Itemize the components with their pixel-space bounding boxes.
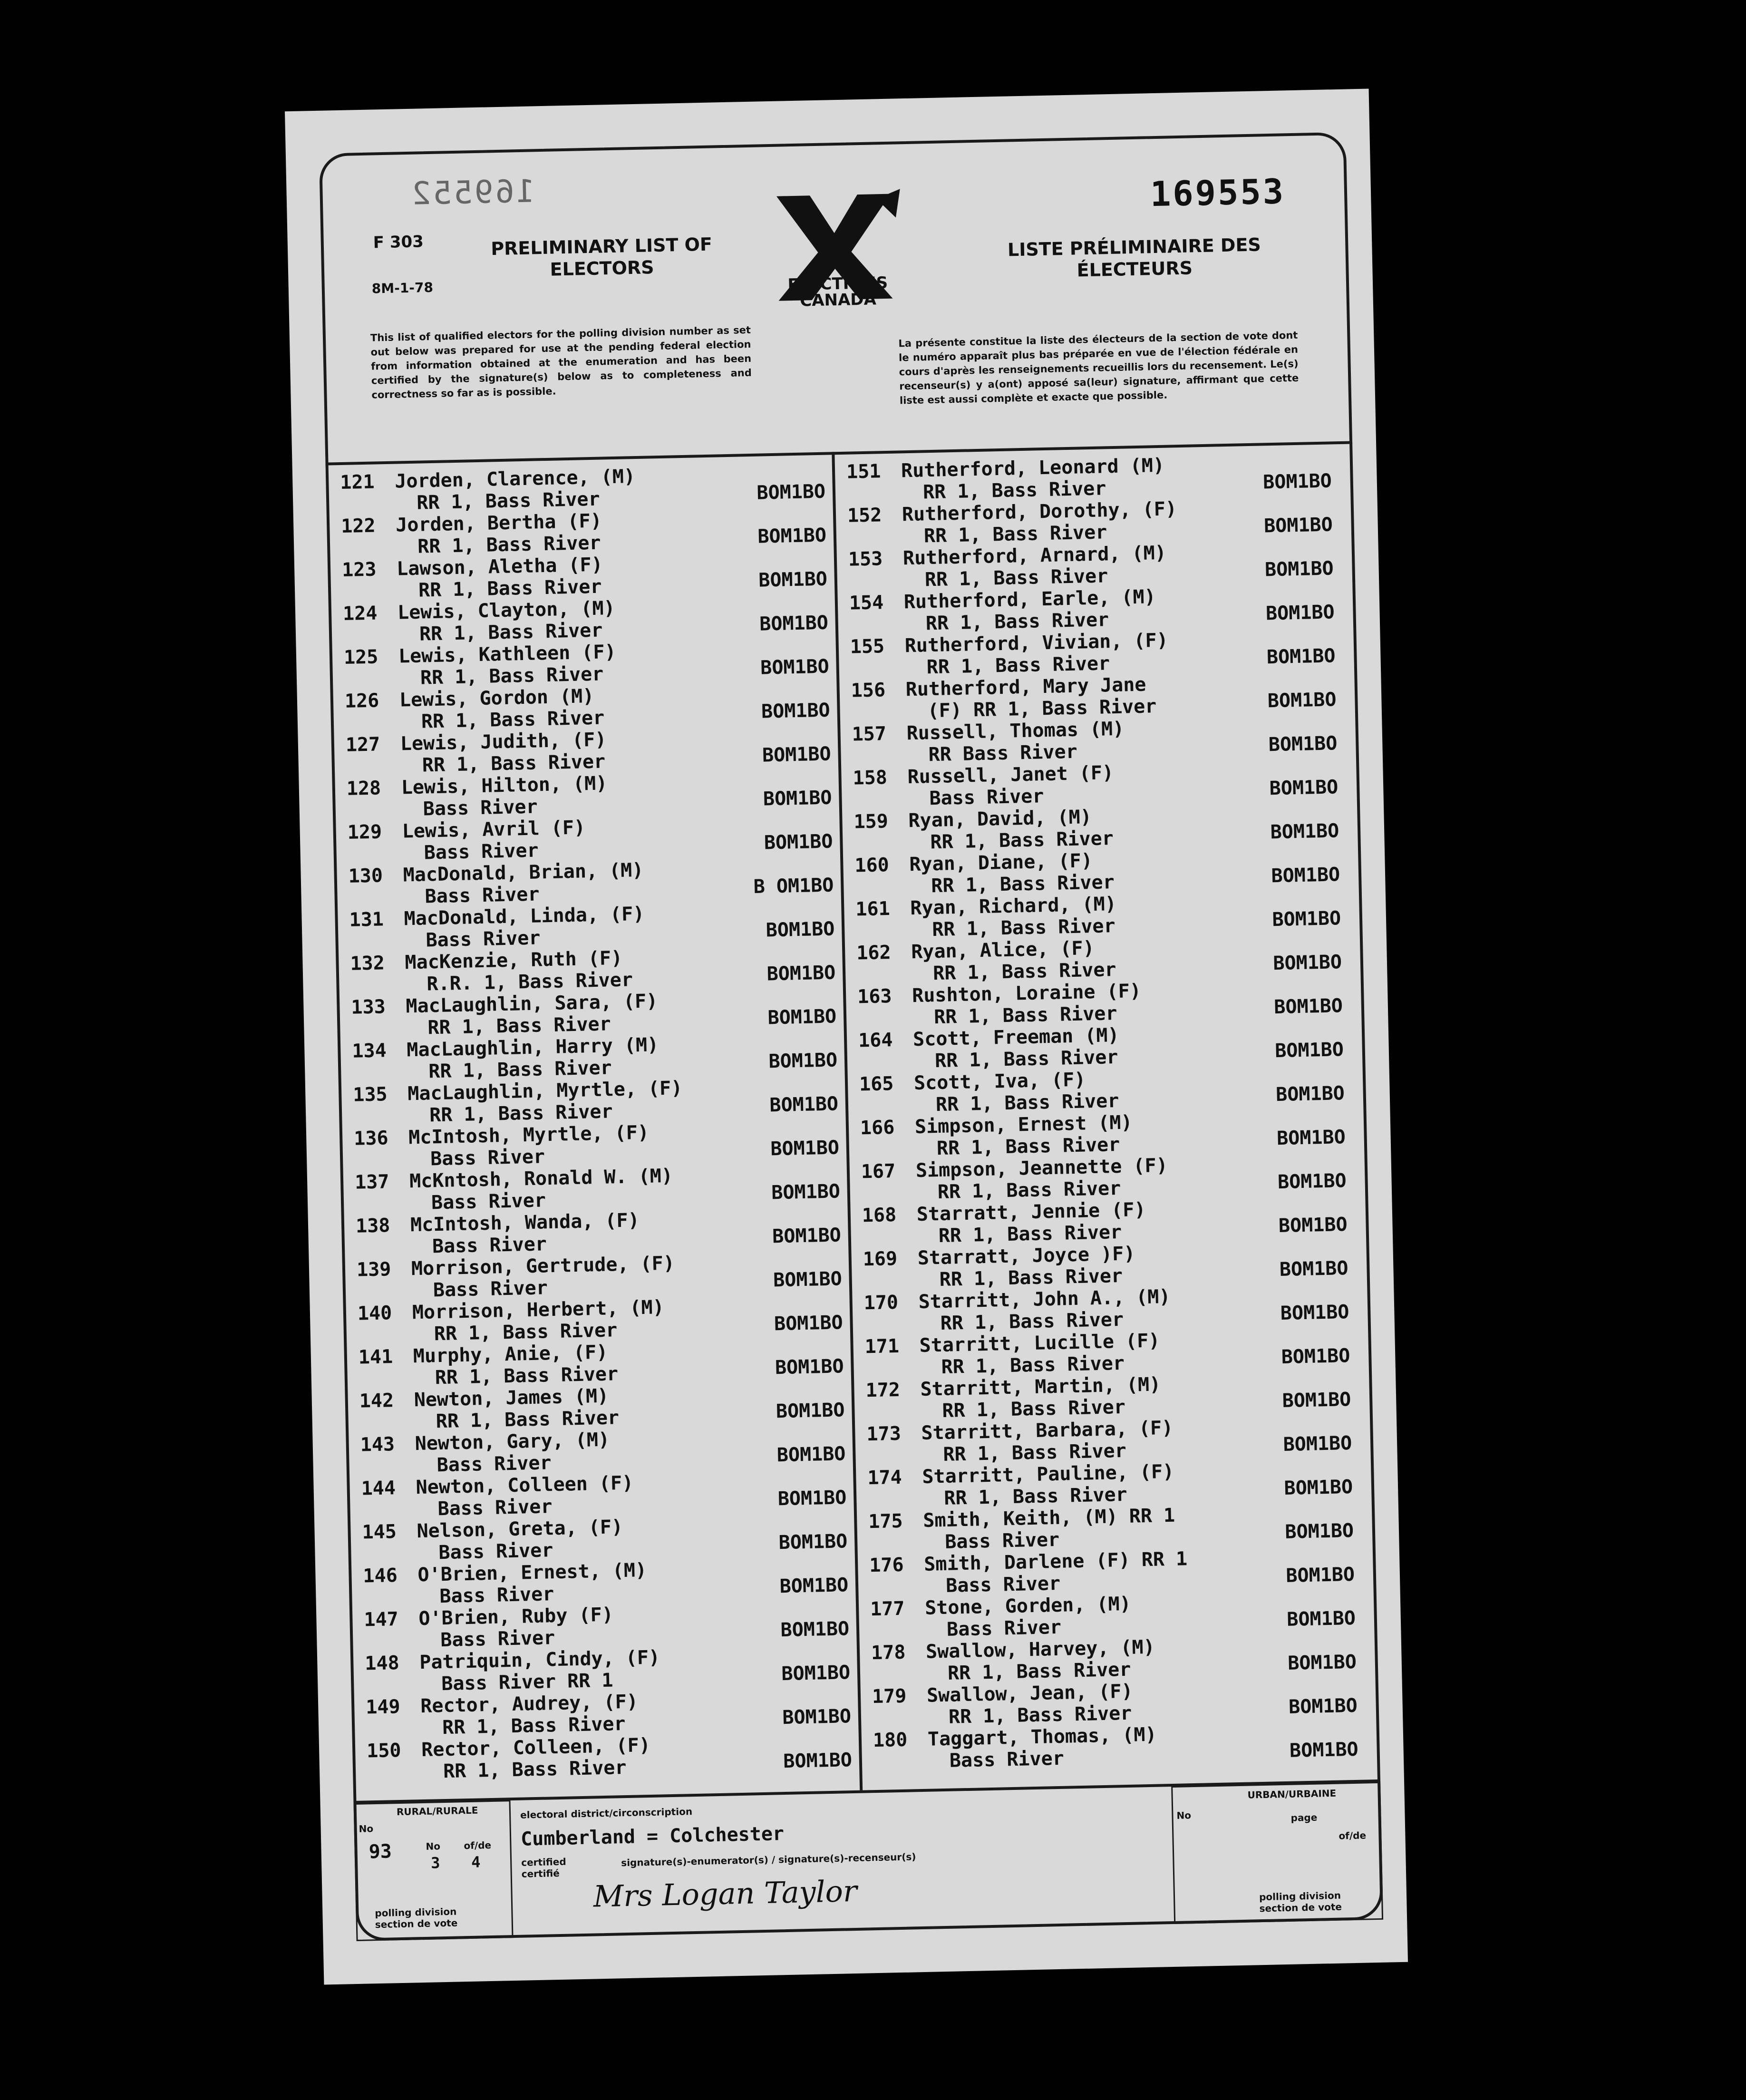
elector-number: 137 [354, 1171, 389, 1194]
elector-address: RR 1, Bass River [422, 750, 606, 777]
elector-address: RR 1, Bass River [429, 1100, 613, 1127]
elector-name: Swallow, Harvey, (M) [925, 1636, 1155, 1663]
of-label: of/de [464, 1839, 492, 1852]
elector-number: 174 [867, 1466, 902, 1489]
document-sheet [285, 89, 1408, 1985]
elector-address: RR Bass River [928, 740, 1078, 766]
intro-paragraph-french: La présente constitue la liste des électeurs de la section de vote dont le numéro apparaît plus bas préparée en vue de l'élection fédérale en cours d'après les renseignements recueillis lors du recensement. Le(s) recenseur(s) y a(ont) apposé sa(leur) signature, affirmant que cette liste est aussi complète et exacte que possible. [898, 329, 1299, 407]
postal-code: BOM1BO [766, 962, 836, 985]
postal-code: BOM1BO [778, 1530, 848, 1554]
elector-name: Morrison, Herbert, (M) [412, 1296, 665, 1324]
postal-code: BOM1BO [1277, 1170, 1347, 1194]
urban-page-label: page [1290, 1811, 1318, 1824]
postal-code: BOM1BO [1278, 1214, 1348, 1237]
elector-number: 168 [862, 1204, 897, 1227]
elector-number: 177 [870, 1597, 905, 1621]
elector-number: 144 [361, 1477, 396, 1500]
elector-number: 163 [857, 985, 892, 1008]
elector-name: McIntosh, Wanda, (F) [410, 1209, 640, 1236]
elector-number: 122 [340, 515, 376, 538]
elector-name: Lewis, Gordon (M) [399, 685, 594, 711]
postal-code: BOM1BO [774, 1312, 844, 1335]
postal-code: BOM1BO [779, 1574, 849, 1598]
elector-name: Newton, James (M) [414, 1385, 609, 1411]
elector-number: 146 [363, 1565, 398, 1587]
elector-address: RR 1, Bass River [931, 871, 1115, 897]
elector-number: 135 [352, 1083, 388, 1106]
elector-address: Bass River [433, 1277, 548, 1302]
elector-name: Starritt, John A., (M) [918, 1285, 1171, 1313]
elector-address: RR 1, Bass River [948, 1702, 1132, 1728]
elector-name: Scott, Freeman (M) [912, 1024, 1120, 1051]
postal-code: BOM1BO [763, 787, 832, 810]
postal-code: BOM1BO [1285, 1563, 1355, 1587]
postal-code: BOM1BO [1282, 1388, 1351, 1412]
elector-address: Bass River [945, 1572, 1061, 1597]
elector-address: RR 1, Bass River [924, 565, 1108, 591]
postal-code: BOM1BO [1288, 1694, 1358, 1718]
postal-code: BOM1BO [1262, 470, 1332, 494]
elector-name: MacDonald, Brian, (M) [403, 859, 644, 886]
elector-name: Simpson, Ernest (M) [914, 1111, 1133, 1138]
elector-address: Bass River [436, 1452, 552, 1477]
elector-address: RR 1, Bass River [933, 1002, 1117, 1029]
elector-number: 148 [364, 1652, 400, 1675]
postal-code: BOM1BO [1281, 1344, 1350, 1368]
certified-label: certified certifié [521, 1856, 566, 1880]
elector-address: Bass River [437, 1496, 553, 1520]
elector-number: 166 [860, 1116, 895, 1139]
elector-name: Starritt, Lucille (F) [919, 1330, 1160, 1357]
postal-code: BOM1BO [769, 1093, 839, 1117]
elector-address: RR 1, Bass River [938, 1221, 1122, 1247]
urban-of-label: of/de [1339, 1829, 1367, 1842]
elector-number: 172 [865, 1379, 901, 1402]
elector-number: 131 [349, 908, 384, 931]
elector-number: 133 [351, 996, 386, 1019]
elector-address: RR 1, Bass River [936, 1134, 1120, 1160]
postal-code: BOM1BO [1272, 951, 1342, 975]
elector-number: 141 [358, 1346, 393, 1369]
page-number: 3 [430, 1854, 440, 1872]
elector-name: O'Brien, Ruby (F) [418, 1604, 614, 1630]
postal-code: BOM1BO [1287, 1651, 1357, 1674]
intro-paragraph-english: This list of qualified electors for the polling division number as set out below was prepared for use at the pending federal election from information obtained at the enumeration and has been certified by the signature(s) below as to completeness and correctness so far as is possible. [370, 324, 752, 401]
elector-address: Bass River RR 1 [441, 1669, 613, 1695]
elector-number: 176 [869, 1554, 904, 1577]
elector-number: 178 [871, 1641, 906, 1664]
elector-name: Rutherford, Mary Jane [905, 673, 1146, 701]
elector-name: Rutherford, Leonard (M) [901, 454, 1165, 482]
elector-address: R.R. 1, Bass River [427, 969, 633, 995]
elector-number: 154 [849, 592, 884, 614]
elector-name: Lewis, Hilton, (M) [401, 772, 608, 799]
elector-address: RR 1, Bass River [427, 1013, 611, 1039]
elector-number: 150 [366, 1739, 401, 1762]
elector-address: RR 1, Bass River [926, 652, 1110, 679]
postal-code: BOM1BO [1265, 601, 1335, 625]
title-french: LISTE PRÉLIMINAIRE DES ÉLECTEURS [1007, 234, 1261, 281]
postal-code: BOM1BO [772, 1224, 842, 1248]
elector-address: RR 1, Bass River [416, 488, 601, 514]
postal-code: BOM1BO [1284, 1476, 1353, 1499]
elector-address: RR 1, Bass River [942, 1439, 1127, 1466]
elector-number: 167 [861, 1160, 896, 1183]
postal-code: BOM1BO [1283, 1432, 1352, 1456]
elector-number: 125 [343, 646, 378, 669]
elector-number: 158 [853, 767, 888, 789]
postal-code: BOM1BO [776, 1443, 846, 1467]
elector-number: 123 [341, 558, 377, 581]
elector-name: Russell, Janet (F) [907, 762, 1114, 788]
elector-address: RR 1, Bass River [434, 1319, 618, 1345]
urban-polling-label: polling division section de vote [1259, 1889, 1342, 1915]
electors-column-right [846, 451, 1368, 1773]
elector-number: 147 [363, 1608, 399, 1631]
logo-text: ELECTIONS CANADA [787, 273, 888, 311]
elector-number: 151 [846, 460, 881, 483]
elector-address: Bass River [423, 796, 538, 820]
serial-number: 169553 [1150, 171, 1286, 214]
postal-code: BOM1BO [1263, 514, 1333, 537]
elector-address: RR 1, Bass River [937, 1177, 1121, 1204]
elector-name: Scott, Iva, (F) [913, 1069, 1086, 1095]
elector-name: Rector, Audrey, (F) [420, 1691, 639, 1718]
elector-address: RR 1, Bass River [420, 663, 604, 689]
postal-code: BOM1BO [1268, 732, 1338, 756]
elector-name: Lewis, Kathleen (F) [398, 641, 616, 668]
elector-name: Stone, Gorden, (M) [924, 1593, 1132, 1619]
elector-name: Starritt, Martin, (M) [920, 1373, 1161, 1400]
postal-code: BOM1BO [1285, 1519, 1354, 1543]
page-no-label: No [426, 1840, 441, 1852]
postal-code: BOM1BO [762, 743, 832, 767]
elector-address: RR 1, Bass River [947, 1658, 1131, 1684]
rural-label: RURAL/RURALE [396, 1804, 478, 1818]
elector-address: RR 1, Bass River [428, 1057, 612, 1083]
postal-code: BOM1BO [1267, 689, 1337, 712]
postal-code: BOM1BO [1272, 907, 1341, 931]
elector-name: Starratt, Jennie (F) [916, 1198, 1146, 1225]
elector-number: 140 [357, 1302, 392, 1325]
polling-division-label: polling division section de vote [375, 1906, 458, 1931]
elector-address: Bass River [430, 1146, 545, 1170]
elector-number: 179 [872, 1685, 907, 1708]
elector-name: MacLaughlin, Harry (M) [406, 1034, 659, 1061]
elector-number: 128 [346, 777, 381, 800]
elector-number: 173 [866, 1422, 902, 1446]
elector-address: RR 1, Bass River [419, 619, 603, 645]
elector-name: McIntosh, Myrtle, (F) [408, 1121, 650, 1149]
elector-address: RR 1, Bass River [925, 609, 1109, 635]
elector-name: Russell, Thomas (M) [906, 718, 1125, 745]
postal-code: BOM1BO [1266, 645, 1336, 669]
elector-number: 164 [858, 1029, 893, 1052]
elector-name: MacKenzie, Ruth (F) [405, 947, 623, 974]
postal-code: BOM1BO [1279, 1257, 1348, 1281]
urban-no-label: No [1176, 1809, 1192, 1821]
elector-address: RR 1, Bass River [418, 575, 602, 602]
elector-name: Lewis, Avril (F) [402, 817, 586, 843]
elector-number: 155 [850, 635, 885, 658]
elector-name: Smith, Darlene (F) RR 1 [923, 1548, 1188, 1575]
urban-label: URBAN/URBAINE [1247, 1787, 1337, 1801]
elector-name: Starritt, Barbara, (F) [921, 1417, 1174, 1444]
elector-name: Jorden, Clarence, (M) [394, 466, 636, 493]
elector-address: RR 1, Bass River [435, 1363, 619, 1389]
elector-number: 171 [864, 1335, 900, 1358]
postal-code: BOM1BO [764, 830, 833, 854]
elector-address: RR 1, Bass River [922, 477, 1106, 504]
postal-code: BOM1BO [758, 568, 828, 592]
postal-code: BOM1BO [1286, 1607, 1356, 1631]
elector-address: Bass River [426, 927, 541, 952]
elector-name: Morrison, Gertrude, (F) [411, 1252, 675, 1280]
postal-code: BOM1BO [1269, 776, 1339, 800]
elector-number: 129 [347, 821, 382, 844]
electors-column-left [340, 461, 862, 1784]
postal-code: BOM1BO [782, 1705, 852, 1729]
elector-name: Ryan, Alice, (F) [911, 937, 1095, 963]
elector-address: Bass River [929, 785, 1044, 810]
postal-code: BOM1BO [1273, 995, 1343, 1019]
elector-number: 143 [360, 1433, 395, 1456]
elector-address: RR 1, Bass River [942, 1396, 1126, 1422]
elector-number: 142 [359, 1390, 394, 1412]
postal-code: BOM1BO [776, 1399, 845, 1423]
elector-address: RR 1, Bass River [923, 521, 1107, 547]
postal-code: BOM1BO [1274, 1039, 1344, 1062]
elector-number: 156 [851, 679, 886, 702]
postal-code: BOM1BO [777, 1487, 847, 1510]
elector-name: MacLaughlin, Myrtle, (F) [407, 1077, 683, 1105]
enumerator-signature: Mrs Logan Taylor [592, 1873, 858, 1914]
elector-address: RR 1, Bass River [935, 1090, 1119, 1116]
elector-address: Bass River [949, 1747, 1065, 1772]
elector-name: Rector, Colleen, (F) [421, 1734, 651, 1761]
elector-name: Rutherford, Vivian, (F) [904, 629, 1169, 657]
elector-name: McKntosh, Ronald W. (M) [409, 1165, 673, 1193]
elector-number: 124 [342, 602, 378, 625]
elector-address: Bass River [432, 1233, 547, 1258]
elector-name: Ryan, David, (M) [908, 806, 1092, 832]
elector-number: 127 [345, 733, 380, 756]
elector-number: 139 [356, 1258, 391, 1281]
elector-number: 180 [873, 1729, 908, 1752]
elector-number: 175 [868, 1510, 903, 1533]
elector-address: Bass River [944, 1528, 1060, 1553]
postal-code: BOM1BO [1289, 1738, 1359, 1762]
elector-address: Bass River [424, 839, 539, 864]
postal-code: BOM1BO [761, 699, 831, 723]
elector-name: Lewis, Judith, (F) [400, 729, 607, 755]
elector-name: Simpson, Jeannette (F) [915, 1154, 1168, 1182]
postal-code: BOM1BO [768, 1049, 838, 1073]
postal-code: BOM1BO [757, 480, 826, 504]
elector-address: RR 1, Bass River [940, 1308, 1124, 1334]
elector-number: 160 [854, 854, 890, 877]
division-no-label: No [359, 1823, 374, 1835]
elector-number: 157 [852, 723, 887, 746]
postal-code: BOM1BO [757, 524, 827, 548]
elector-address: RR 1, Bass River [443, 1757, 627, 1783]
elector-name: Murphy, Anie, (F) [413, 1341, 608, 1368]
elector-address: (F) RR 1, Bass River [927, 695, 1157, 722]
elector-address: RR 1, Bass River [931, 915, 1116, 941]
elector-address: RR 1, Bass River [943, 1483, 1128, 1509]
elector-number: 149 [365, 1695, 401, 1719]
elector-number: 138 [355, 1215, 390, 1237]
elector-name: Swallow, Jean, (F) [926, 1680, 1133, 1707]
elector-address: Bass River [946, 1616, 1062, 1641]
postal-code: BOM1BO [770, 1137, 840, 1160]
serial-number-mirror: 169552 [409, 173, 535, 212]
elector-number: 145 [362, 1521, 397, 1544]
elector-name: MacLaughlin, Sara, (F) [405, 990, 658, 1018]
elector-name: Lewis, Clayton, (M) [397, 597, 616, 624]
elector-number: 134 [351, 1040, 387, 1062]
elector-name: Smith, Keith, (M) RR 1 [922, 1504, 1175, 1532]
postal-code: BOM1BO [783, 1749, 853, 1773]
signature-label: signature(s)-enumerator(s) / signature(s)-recenseur(s) [621, 1851, 916, 1869]
postal-code: BOM1BO [781, 1662, 851, 1685]
postal-code: BOM1BO [767, 1005, 837, 1029]
elector-number: 162 [856, 942, 892, 964]
postal-code: BOM1BO [1271, 864, 1340, 887]
postal-code: BOM1BO [766, 918, 835, 942]
elector-number: 169 [863, 1247, 898, 1271]
elector-name: Jorden, Bertha (F) [395, 510, 602, 536]
page-total: 4 [471, 1853, 481, 1871]
elector-number: 153 [848, 548, 883, 571]
postal-code: BOM1BO [1270, 820, 1339, 844]
postal-code: BOM1BO [759, 612, 829, 635]
elector-address: RR 1, Bass River [930, 827, 1114, 854]
elector-address: Bass River [431, 1189, 546, 1214]
elector-name: MacDonald, Linda, (F) [404, 903, 645, 930]
elector-name: Rutherford, Earle, (M) [903, 586, 1156, 613]
postal-code: BOM1BO [775, 1355, 844, 1379]
elector-name: Nelson, Greta, (F) [417, 1516, 623, 1543]
elector-name: Ryan, Richard, (M) [910, 893, 1117, 920]
elector-name: Rutherford, Arnard, (M) [902, 542, 1167, 570]
postal-code: BOM1BO [773, 1268, 843, 1292]
elector-name: Starratt, Joyce )F) [917, 1243, 1135, 1269]
postal-code: BOM1BO [780, 1618, 850, 1642]
division-number: 93 [369, 1840, 392, 1863]
elector-address: RR 1, Bass River [939, 1264, 1123, 1291]
elector-name: Newton, Gary, (M) [415, 1429, 610, 1455]
postal-code: BOM1BO [771, 1180, 841, 1204]
elector-number: 161 [855, 898, 891, 921]
elector-address: Bass River [438, 1539, 553, 1564]
elector-address: Bass River [440, 1627, 555, 1652]
title-english: PRELIMINARY LIST OF ELECTORS [490, 233, 713, 280]
district-label: electoral district/circonscription [520, 1806, 693, 1821]
elector-address: RR 1, Bass River [442, 1713, 626, 1739]
district-name: Cumberland = Colchester [520, 1823, 785, 1850]
form-code: F 303 [373, 232, 424, 253]
elector-number: 136 [353, 1127, 388, 1150]
footer [354, 1782, 1384, 1941]
elector-address: RR 1, Bass River [417, 532, 601, 558]
form-date: 8M-1-78 [371, 279, 434, 297]
elector-address: Bass River [425, 883, 540, 908]
elector-name: Lawson, Aletha (F) [396, 554, 603, 580]
elector-number: 126 [344, 690, 379, 712]
elector-number: 132 [350, 952, 385, 975]
elector-number: 165 [859, 1072, 894, 1096]
elector-address: RR 1, Bass River [436, 1407, 620, 1433]
elector-number: 121 [340, 471, 375, 494]
elector-address: RR 1, Bass River [421, 707, 605, 733]
postal-code: B OM1BO [753, 874, 834, 898]
postal-code: BOM1BO [1275, 1082, 1345, 1106]
elector-name: Newton, Colleen (F) [416, 1472, 634, 1499]
postal-code: BOM1BO [1276, 1126, 1346, 1150]
elector-name: O'Brien, Ernest, (M) [417, 1559, 647, 1586]
elector-name: Rutherford, Dorothy, (F) [902, 498, 1177, 526]
elector-number: 170 [863, 1291, 899, 1314]
elector-name: Ryan, Diane, (F) [909, 850, 1093, 876]
elector-number: 152 [847, 504, 882, 527]
postal-code: BOM1BO [1264, 557, 1334, 581]
elector-address: RR 1, Bass River [932, 959, 1116, 985]
postal-code: BOM1BO [1280, 1301, 1349, 1325]
postal-code: BOM1BO [760, 655, 830, 679]
elector-name: Starritt, Pauline, (F) [922, 1460, 1174, 1488]
elector-number: 130 [348, 865, 383, 887]
elector-address: RR 1, Bass River [941, 1352, 1125, 1378]
elector-address: Bass River [439, 1583, 554, 1608]
elector-name: Taggart, Thomas, (M) [927, 1723, 1157, 1750]
elector-name: Rushton, Loraine (F) [912, 980, 1142, 1007]
elector-address: RR 1, Bass River [934, 1046, 1118, 1072]
elector-number: 159 [854, 810, 889, 833]
elector-name: Patriquin, Cindy, (F) [419, 1646, 660, 1674]
